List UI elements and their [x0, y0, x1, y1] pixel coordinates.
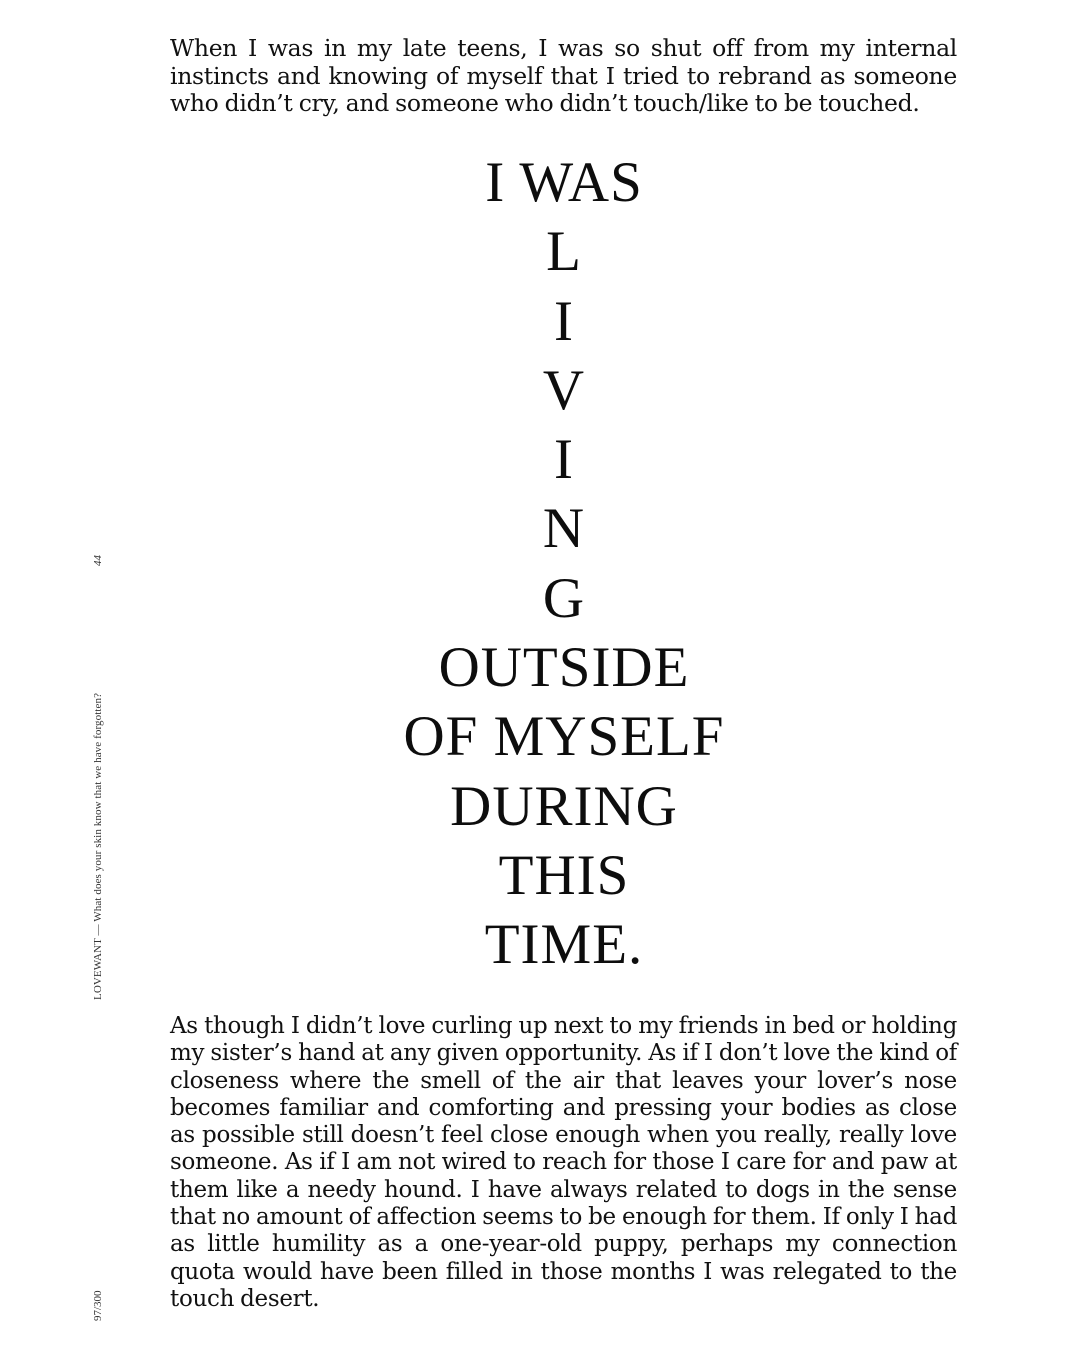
pull-quote-line: L — [546, 220, 582, 284]
pull-quote — [0, 148, 1080, 980]
pull-quote-line: DURING — [450, 774, 678, 838]
pull-quote-line: I — [554, 289, 574, 353]
pull-quote-line: OUTSIDE — [438, 636, 690, 700]
pull-quote-line: OF MYSELF — [403, 705, 725, 769]
running-head: LOVEWANT — What does your skin know that we have forgotten? — [92, 692, 104, 1000]
pull-quote-line: TIME. — [484, 913, 644, 977]
page-folio: 44 — [92, 555, 104, 566]
pull-quote-line: N — [542, 497, 586, 561]
pull-quote-line: I — [554, 428, 574, 492]
pull-quote-line: THIS — [498, 843, 630, 907]
pull-quote-line: G — [542, 566, 586, 630]
pull-quote-line: I WAS — [485, 151, 643, 214]
closing-paragraph: As though I didn’t love curling up next to my friends in bed or holding my sister’s hand at any given opportunity. As if I don’t love the kind of closeness where the smell of the air that leaves your lover’s nose becomes familiar and comforting and pressing your bodies as close as possible still doesn’t feel close enough when you really, really love someone. As if I am not wired to reach for those I care for and paw at them like a needy hound. I have always related to dogs in the sense that no amount of affection seems to be enough for them. If only I had as little humility as a one-year-old puppy, perhaps my connection quota would have been filled in those months I was relegated to the touch desert. — [170, 1013, 957, 1312]
page-count: 97/300 — [92, 1290, 104, 1321]
pull-quote-line: V — [542, 358, 586, 422]
intro-paragraph: When I was in my late teens, I was so shut off from my internal instincts and knowing of myself that I tried to rebrand as someone who didn’t cry, and someone who didn’t touch/like to be touched. — [170, 34, 957, 117]
